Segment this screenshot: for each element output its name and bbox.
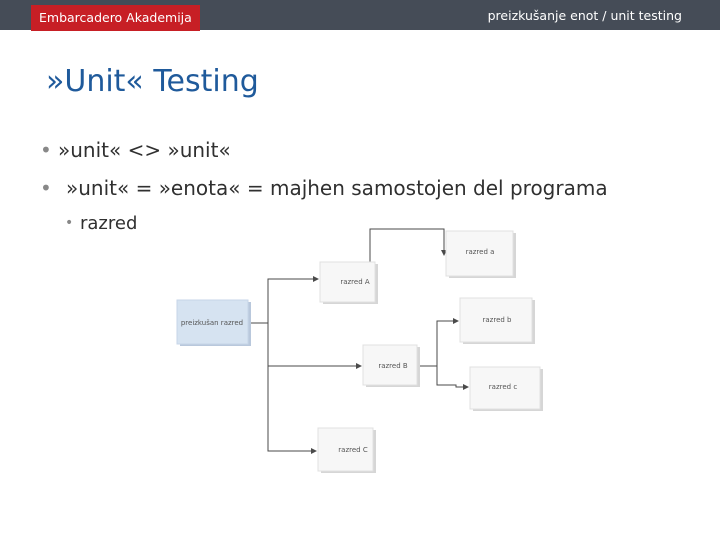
node-class-b1 — [460, 298, 535, 344]
node-tested-class — [177, 300, 251, 346]
header-subtitle: preizkušanje enot / unit testing — [487, 8, 682, 23]
bullet-text: »unit« <> »unit« — [58, 138, 231, 162]
node-label: razred b — [482, 316, 512, 324]
bullet-dot: • — [40, 138, 52, 162]
node-class-c — [318, 428, 376, 473]
node-class-b — [363, 345, 420, 387]
edge-main-to-a — [250, 279, 318, 323]
node-label: razred c — [488, 383, 518, 391]
node-class-a — [320, 262, 378, 304]
node-label: razred C — [338, 446, 368, 454]
node-label: razred B — [378, 362, 408, 370]
slide-title: »Unit« Testing — [46, 64, 259, 99]
bullet-text: razred — [80, 213, 138, 234]
edge-main-to-c — [268, 366, 316, 451]
bullet-dot: • — [65, 215, 74, 231]
brand-tag: Embarcadero Akademija — [31, 5, 200, 31]
edge-b-to-b1 — [420, 321, 458, 366]
node-label: razred a — [465, 248, 495, 256]
node-class-a1 — [446, 231, 516, 278]
edge-a-to-a1 — [370, 229, 444, 262]
node-label: razred A — [340, 278, 370, 286]
edge-b-to-b2 — [437, 366, 468, 387]
bullet-text: »unit« = »enota« = majhen samostojen del programa — [66, 176, 608, 200]
node-class-b2 — [470, 367, 543, 411]
node-label: preizkušan razred — [180, 319, 244, 327]
edge-main-to-b — [268, 323, 361, 366]
bullet-dot: • — [40, 176, 52, 200]
